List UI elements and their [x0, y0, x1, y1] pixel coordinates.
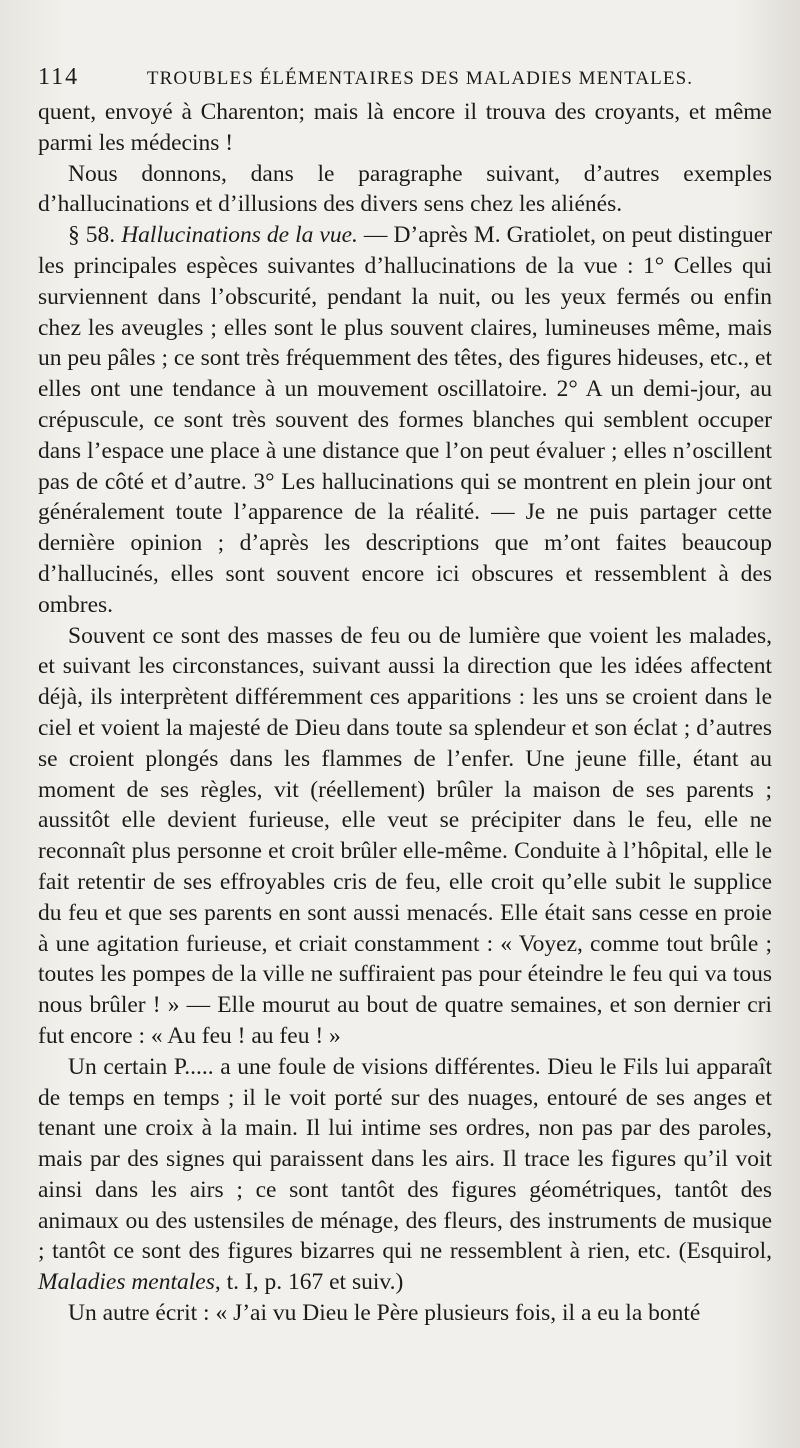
paragraph-text: Un certain P..... a une foule de visions différentes. Dieu le Fils lui apparaît de temps en temps ; il le voit porté sur des nuages, entouré de ses anges et tenant une croix à la main. Il lui intime ses ordres, non pas par des paroles, mais par des signes qui paraissent dans les airs. Il trace les figures qu’il voit ainsi dans les airs ; ce sont tantôt des figures géométriques, tantôt des animaux ou des ustensiles de ménage, des fleurs, des instruments de musique ; tantôt ce sont des figures bizarres qui ne ressemblent à rien, etc. (Esquirol, — [38, 1053, 772, 1265]
paragraph — [38, 1298, 772, 1329]
section-title: Hallucinations de la vue. — [121, 222, 358, 249]
paragraph-text: quent, envoyé à Charenton; mais là encore il trouva des croyants, et même parmi les médecins ! — [38, 99, 772, 156]
paragraph-text: Nous donnons, dans le paragraphe suivant, d’autres exemples d’hallucinations et d’illusions des divers sens chez les aliénés. — [38, 160, 772, 218]
page-header — [38, 64, 772, 91]
paragraph — [38, 159, 772, 221]
paragraph-text: — D’après M. Gratiolet, on peut distinguer les principales espèces suivantes d’hallucinations de la vue : 1° Celles qui surviennent dans l’obscurité, pendant la nuit, ou les yeux fermés ou enfin chez les aveugles ; elles sont le plus souvent claires, lumineuses même, mais un peu pâles ; ce sont très fréquemment des têtes, des figures hideuses, etc., et elles ont une tendance à un mouvement oscillatoire. 2° A un demi-jour, au crépuscule, ce sont très souvent des formes blanches qui semblent occuper dans l’espace une place à une distance que l’on peut évaluer ; elles n’oscillent pas de côté et d’autre. 3° Les hallucinations qui se montrent en plein jour ont généralement toute l’apparence de la réalité. — Je ne puis partager cette dernière opinion ; d’après les descriptions que m’ont faites beaucoup d’hallucinés, elles sont souvent encore ici obscures et ressemblent à des ombres. — [38, 222, 773, 618]
paragraph-text: , t. I, p. 167 et suiv.) — [214, 1269, 404, 1296]
page-body — [38, 97, 772, 1329]
running-title: TROUBLES ÉLÉMENTAIRES DES MALADIES MENTALES. — [146, 68, 694, 89]
paragraph — [38, 621, 772, 1052]
section-number: § 58. — [68, 222, 116, 249]
paragraph — [38, 97, 772, 159]
page-number: 114 — [38, 64, 80, 90]
paragraph-text: Un autre écrit : « J’ai vu Dieu le Père plusieurs fois, il a eu la bonté — [68, 1300, 701, 1327]
citation-title: Maladies mentales — [38, 1269, 215, 1296]
paragraph-text: Souvent ce sont des masses de feu ou de lumière que voient les malades, et suivant les circonstances, suivant aussi la direction que les idées affectent déjà, ils interprètent différemment ces apparitions : les uns se croient dans le ciel et voient la majesté de Dieu dans toute sa splendeur et son éclat ; d’autres se croient plongés dans les flammes de l’enfer. Une jeune fille, étant au moment de ses règles, vit (réellement) brûler la maison de ses parents ; aussitôt elle devient furieuse, elle veut se précipiter dans le feu, elle ne reconnaît plus personne et croit brûler elle-même. Conduite à l’hôpital, elle le fait retentir de ses effroyables cris de feu, elle croit qu’elle subit le supplice du feu et que ses parents en sont aussi menacés. Elle était sans cesse en proie à une agitation furieuse, et criait constamment : « Voyez, comme tout brûle ; toutes les pompes de la ville ne suffiraient pas pour éteindre le feu qui va tous nous brûler ! » — Elle mourut au bout de quatre semaines, et son dernier cri fut encore : « Au feu ! au feu ! » — [38, 622, 772, 1049]
paragraph — [38, 1052, 772, 1298]
section-paragraph — [38, 220, 772, 620]
